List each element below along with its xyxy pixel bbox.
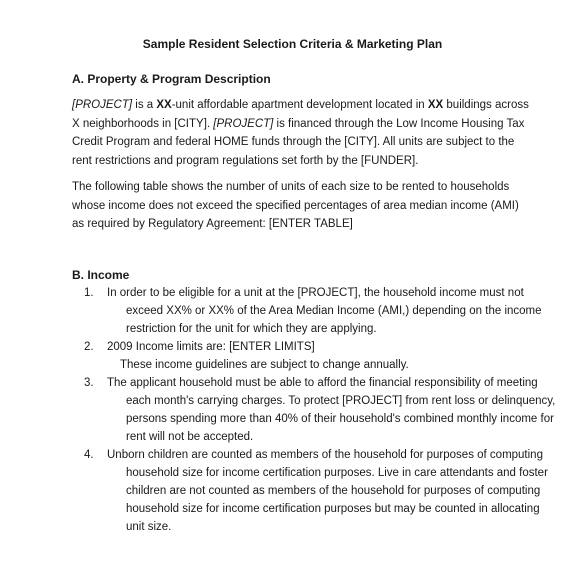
list-number: 2. [84,341,94,353]
project-placeholder-2: [PROJECT] [213,117,274,130]
list-item-line: children are not counted as members of the household for purposes of computing [126,485,541,497]
list-item-line: rent will not be accepted. [126,431,254,443]
list-item-line: restriction for the unit for which they are applying. [126,323,377,335]
list-number: 3. [84,377,94,389]
document-title: Sample Resident Selection Criteria & Marketing Plan [142,37,443,51]
text-run: is a [132,99,157,111]
list-item-line: exceed XX% or XX% of the Area Median Income (AMI,) depending on the income [126,305,542,317]
list-item-line: 2009 Income limits are: [ENTER LIMITS] [107,341,315,353]
unit-count-placeholder: XX [156,99,172,111]
list-item-line: Unborn children are counted as members of the household for purposes of computing [107,449,543,461]
text-run: buildings across X neighborhoods in [CITY]. [72,99,529,130]
list-item-line: The applicant household must be able to afford the financial responsibility of meeting [107,377,538,389]
section-a-paragraph-2: The following table shows the number of units of each size to be rented to households whose income does not exceed the specified percentages of area median income (AMI) as required by Regulatory Agreement: [ENTER TABLE] [72,181,519,230]
list-number: 1. [84,287,94,299]
list-item-line: persons spending more than 40% of their household's combined monthly income for [126,413,554,425]
building-count-placeholder: XX [427,99,444,111]
list-item-line: household size for income certification purposes. Live in care attendants and foster [126,467,548,479]
list-item-line: unit size. [126,521,172,533]
list-item-line: each month's carrying charges. To protect [PROJECT] from rent loss or delinquency, [126,395,556,407]
section-a-paragraph-1 [72,96,532,170]
list-item-line: These income guidelines are subject to change annually. [120,359,409,371]
text-run: -unit affordable apartment development located in [171,99,428,111]
section-a-heading: A. Property & Program Description [72,72,271,86]
list-number: 4. [84,449,94,461]
section-b-heading: B. Income [72,268,130,282]
text-run: is financed through the Low Income Housing Tax Credit Program and federal HOME funds through the [CITY]. All units are subject to the rent restrictions and program regulations set forth by the [FUNDER]. [72,117,525,167]
list-item-line: household size for income certification purposes but may be counted in allocating [126,503,540,515]
list-item-line: In order to be eligible for a unit at the [PROJECT], the household income must not [107,287,524,299]
project-placeholder: [PROJECT] [72,99,133,111]
